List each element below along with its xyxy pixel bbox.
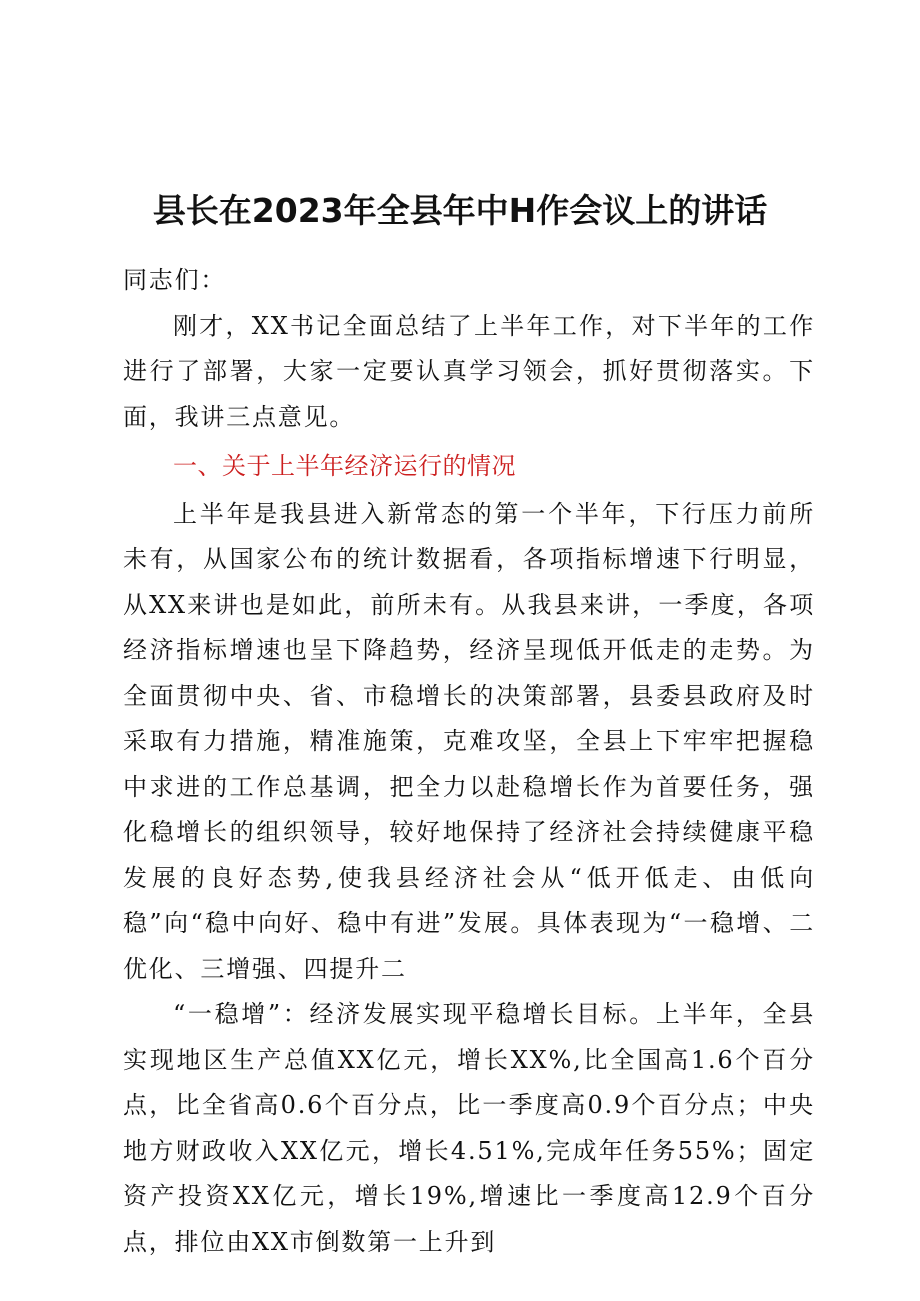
opening-paragraph: 刚才，XX书记全面总结了上半年工作，对下半年的工作进行了部署，大家一定要认真学习领会，抓好贯彻落实。下面，我讲三点意见。: [123, 311, 815, 431]
section-paragraph: 上半年是我县进入新常态的第一个半年，下行压力前所未有，从国家公布的统计数据看，各项指标增速下行明显，从XX来讲也是如此，前所未有。从我县来讲，一季度，各项经济指标增速也呈下降趋势，经济呈现低开低走的走势。为全面贯彻中央、省、市稳增长的决策部署，县委县政府及时采取有力措施，精准施策，克难攻坚，全县上下牢牢把握稳中求进的工作总基调，把全力以赴稳增长作为首要任务，强化稳增长的组织领导，较好地保持了经济社会持续健康平稳发展的良好态势,使我县经济社会从“低开低走、由低向稳”向“稳中向好、稳中有进”发展。具体表现为“一稳增、二优化、三增强、四提升二: [123, 499, 815, 983]
document-body: [123, 258, 815, 1265]
section-heading: 一、关于上半年经济运行的情况: [173, 452, 516, 480]
section-paragraph: “一稳增”：经济发展实现平稳增长目标。上半年，全县实现地区生产总值XX亿元，增长XX%,比全国高1.6个百分点，比全省高0.6个百分点，比一季度高0.9个百分点；中央地方财政收入XX亿元，增长4.51%,完成年任务55%；固定资产投资XX亿元，增长19%,增速比一季度高12.9个百分点，排位由XX市倒数第一上升到: [123, 1000, 815, 1256]
document-title: 县长在2023年全县年中H作会议上的讲话: [152, 191, 768, 230]
salutation: 同志们：: [123, 266, 227, 294]
